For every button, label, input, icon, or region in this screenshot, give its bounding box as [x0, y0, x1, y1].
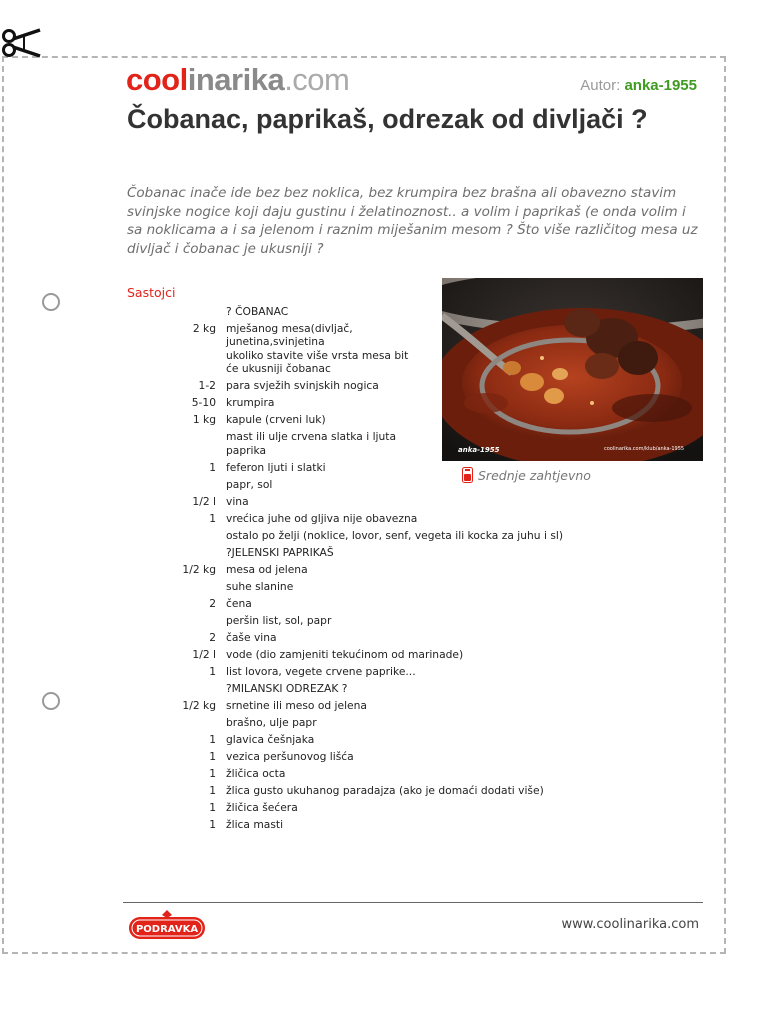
ingredient-text: glavica češnjaka	[226, 732, 315, 746]
ingredient-qty: 1	[209, 766, 216, 780]
ingredient-qty	[150, 478, 226, 491]
ingredients-heading: Sastojci	[127, 285, 176, 300]
ingredient-qty: 1-2	[198, 379, 216, 393]
site-logo[interactable]	[126, 62, 349, 98]
ingredient-text: žličica šećera	[226, 800, 298, 814]
podravka-logo[interactable]	[128, 910, 206, 942]
ingredient-row	[150, 767, 610, 784]
ingredient-row	[150, 614, 610, 631]
author-label: Autor:	[580, 77, 621, 94]
logo-part-inarika: inarika	[187, 62, 285, 97]
ingredient-qty	[150, 529, 226, 542]
ingredient-qty: 1	[209, 800, 216, 814]
ingredient-row	[150, 818, 610, 835]
punch-hole-icon	[42, 293, 60, 311]
recipe-title: Čobanac, paprikaš, odrezak od divljači ?	[127, 104, 648, 134]
ingredient-qty	[150, 580, 226, 593]
ingredient-qty: 2 kg	[192, 322, 216, 335]
ingredient-qty: 1	[209, 817, 216, 831]
ingredient-text: mast ili ulje crvena slatka i ljuta paprika	[226, 430, 397, 457]
ingredient-qty: 1/2 kg	[182, 698, 216, 712]
ingredient-qty	[150, 682, 226, 695]
ingredient-qty	[150, 546, 226, 559]
ingredient-text: vrećica juhe od gljiva nije obavezna	[226, 511, 418, 525]
ingredient-qty: 1 kg	[192, 413, 216, 427]
logo-part-cool: cool	[126, 62, 188, 97]
ingredient-qty: 1/2 l	[192, 494, 216, 508]
punch-hole-icon	[42, 692, 60, 710]
ingredient-text: ostalo po želji (noklice, lovor, senf, vegeta ili kocka za juhu i sl)	[226, 528, 564, 542]
ingredient-text: para svježih svinjskih nogica	[226, 379, 379, 393]
ingredient-row	[150, 733, 610, 750]
author-line	[580, 77, 697, 94]
ingredient-text: brašno, ulje papr	[226, 715, 317, 729]
ingredient-text: kapule (crveni luk)	[226, 413, 326, 427]
photo-caption-author: anka-1955	[458, 446, 500, 454]
ingredient-text: krumpira	[226, 396, 275, 410]
ingredient-qty: 1	[209, 511, 216, 525]
ingredient-qty: 1/2 l	[192, 647, 216, 661]
footer-divider	[123, 902, 703, 903]
ingredient-text: list lovora, vegete crvene paprike...	[226, 664, 416, 678]
difficulty-indicator	[462, 467, 591, 483]
ingredient-qty: 1/2 kg	[182, 562, 216, 576]
ingredient-text: mesa od jelena	[226, 562, 308, 576]
ingredient-qty: 2	[209, 630, 216, 644]
ingredient-qty: 2	[209, 596, 216, 610]
ingredient-text: feferon ljuti i slatki	[226, 460, 326, 474]
photo-caption-url: coolinarika.com/klub/anka-1955	[604, 446, 685, 452]
ingredient-text: papr, sol	[226, 477, 273, 491]
ingredient-text: ? ČOBANAC	[226, 305, 289, 318]
ingredient-row	[150, 546, 610, 563]
ingredient-row	[150, 665, 610, 682]
ingredient-text: vode (dio zamjeniti tekućinom od marinade)	[226, 647, 464, 661]
podravka-logo-text: PODRAVKA	[135, 924, 199, 935]
ingredient-row	[150, 580, 610, 597]
ingredient-text: vezica peršunovog lišća	[226, 749, 354, 763]
ingredient-text: vina	[226, 494, 249, 508]
ingredient-text: peršin list, sol, papr	[226, 613, 332, 627]
ingredient-row	[150, 750, 610, 767]
ingredient-qty	[150, 305, 226, 318]
difficulty-label: Srednje zahtjevno	[478, 467, 591, 483]
scissors-icon	[0, 26, 42, 60]
ingredient-text: čena	[226, 596, 252, 610]
author-name[interactable]: anka-1955	[624, 77, 697, 94]
ingredient-row	[150, 801, 610, 818]
ingredient-text: žlica masti	[226, 817, 284, 831]
ingredient-text: ?JELENSKI PAPRIKAŠ	[226, 545, 334, 559]
ingredient-qty: 1	[209, 783, 216, 797]
ingredient-text: mješanog mesa(divljač, junetina,svinjetina ukoliko stavite više vrsta mesa bit će ukusniji čobanac	[226, 322, 409, 376]
ingredient-text: žličica octa	[226, 766, 286, 780]
ingredient-row	[150, 648, 610, 665]
ingredient-qty	[150, 614, 226, 627]
ingredient-row	[150, 597, 610, 614]
ingredient-row	[150, 495, 610, 512]
ingredient-row	[150, 563, 610, 580]
ingredient-qty: 1	[209, 749, 216, 763]
ingredient-qty: 1	[209, 664, 216, 678]
ingredient-row	[150, 682, 610, 699]
recipe-photo	[442, 278, 703, 461]
ingredient-text: suhe slanine	[226, 579, 294, 593]
ingredient-qty	[150, 430, 226, 457]
ingredient-qty	[150, 716, 226, 729]
ingredient-row	[150, 716, 610, 733]
recipe-intro: Čobanac inače ide bez bez noklica, bez krumpira bez brašna ali obavezno stavim svinjske nogice koji daju gustinu i želatinoznost.. a volim i paprikaš (e onda volim i sa noklicama a i sa jelenom i raznim miješanim mesom ? Što više različitog mesa uz divljač i čobanac je ukusniji ?	[127, 185, 698, 257]
ingredient-qty: 1	[209, 460, 216, 474]
difficulty-icon	[462, 467, 473, 483]
ingredient-qty: 5-10	[191, 396, 216, 410]
ingredient-text: ?MILANSKI ODREZAK ?	[226, 681, 348, 695]
footer-site-url[interactable]: www.coolinarika.com	[561, 917, 699, 932]
ingredient-text: žlica gusto ukuhanog paradajza (ako je domaći dodati više)	[226, 783, 544, 797]
ingredient-text: srnetine ili meso od jelena	[226, 698, 367, 712]
ingredient-row	[150, 529, 610, 546]
ingredient-row	[150, 512, 610, 529]
logo-part-com: .com	[284, 62, 350, 97]
ingredient-row	[150, 699, 610, 716]
ingredient-row	[150, 631, 610, 648]
ingredient-row	[150, 784, 610, 801]
ingredient-text: čaše vina	[226, 630, 277, 644]
ingredient-qty: 1	[209, 732, 216, 746]
